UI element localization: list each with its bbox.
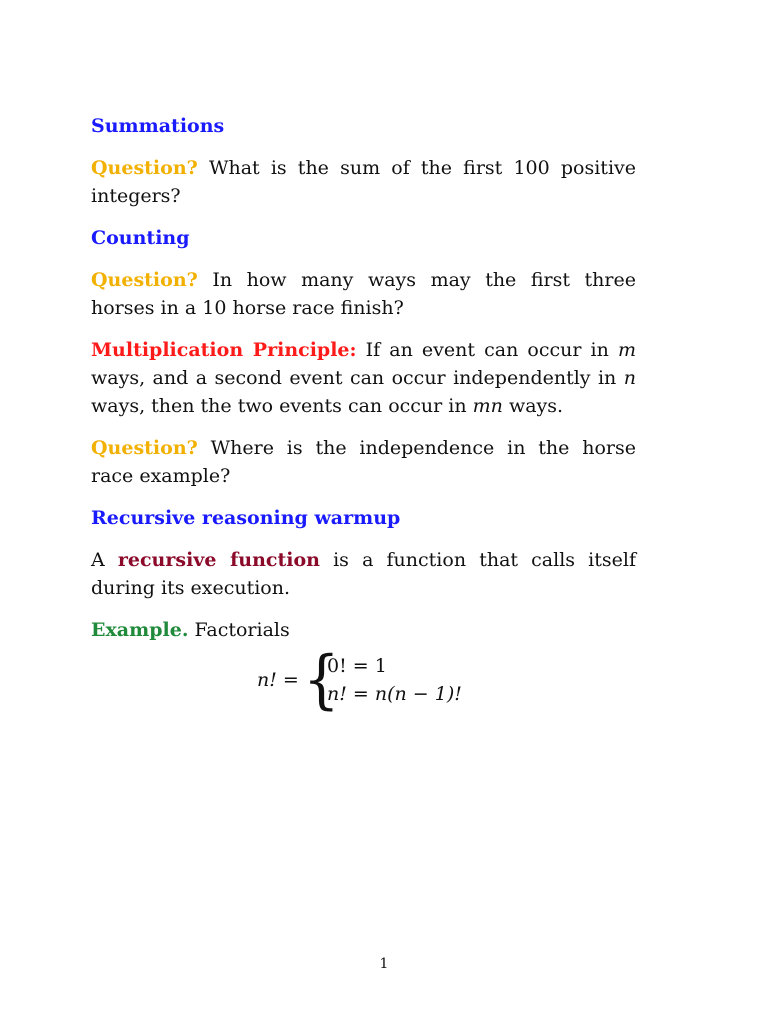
slide-content [91,112,636,658]
formula-case-recursive: n! = n(n − 1)! [327,683,462,705]
heading-recursive: Recursive reasoning warmup [91,507,401,529]
page-number: 1 [379,956,389,972]
principle-text-4: ways. [508,395,564,417]
definition-term: recursive function [117,549,320,571]
principle-label: Multiplication Principle: [91,339,357,361]
question-text: In how many ways may the first three horses in a 10 horse race finish? [91,269,636,319]
multiplication-principle [91,336,636,420]
example-label: Example. [91,619,189,641]
recursive-definition [91,546,636,602]
principle-text-2: ways, and a second event can occur independently in [91,367,617,389]
example-text: Factorials [194,619,290,641]
definition-pre: A [91,549,105,571]
question-independence [91,434,636,490]
variable-mn: mn [472,395,503,417]
formula-lhs: n! = [257,669,299,691]
variable-m: m [617,339,636,361]
principle-text-3: ways, then the two events can occur in [91,395,467,417]
question-text: What is the sum of the first 100 positive integers? [91,157,637,207]
question-horses [91,266,636,322]
question-label: Question? [91,269,198,291]
variable-n: n [623,367,636,389]
question-text: Where is the independence in the horse race example? [91,437,636,487]
formula-case-base: 0! = 1 [327,655,387,677]
question-label: Question? [91,437,198,459]
question-label: Question? [91,157,198,179]
heading-summations: Summations [91,115,225,137]
principle-text-1: If an event can occur in [365,339,609,361]
example-line [91,616,636,644]
question-sum [91,154,636,210]
definition-post: is a function that calls itself during its execution. [91,549,636,599]
formula-brace: { [303,643,340,717]
heading-counting: Counting [91,227,190,249]
